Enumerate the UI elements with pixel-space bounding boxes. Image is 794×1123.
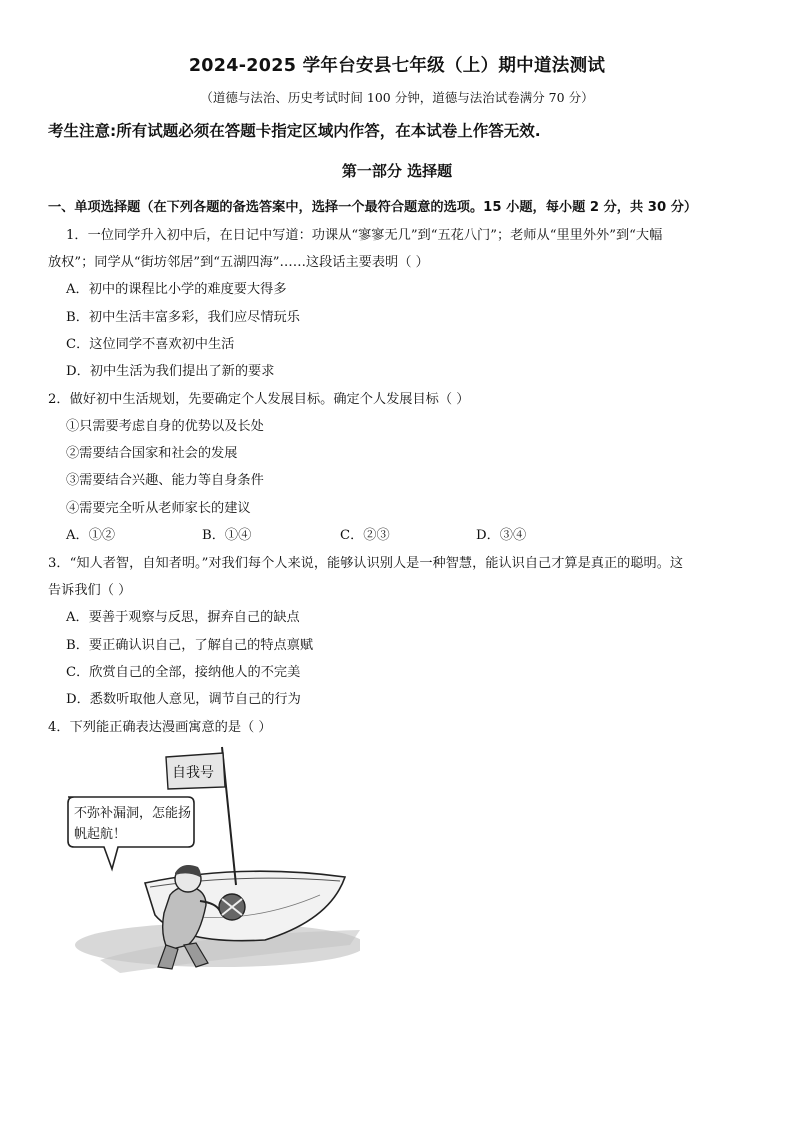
part-title: 第一部分 选择题 (341, 162, 453, 180)
comic-illustration (60, 745, 360, 985)
question-2-stem: 2．做好初中生活规划，先要确定个人发展目标。确定个人发展目标（ ） (48, 392, 470, 407)
question-1-option-a: A．初中的课程比小学的难度要大得多 (66, 282, 287, 297)
question-4-stem: 4．下列能正确表达漫画寓意的是（ ） (48, 720, 272, 735)
question-1-stem-line2: 放权”；同学从“街坊邻居”到“五湖四海”……这段话主要表明（ ） (48, 255, 429, 270)
question-3-stem-line1: 3．“知人者智，自知者明。”对我们每个人来说，能够认识别人是一种智慧，能认识自己才算是真正的聪明。这 (48, 556, 684, 571)
question-2-option-a: A．①② (66, 528, 116, 543)
question-2-option-c: C．②③ (340, 528, 390, 543)
speech-line-2: 帆起航！ (74, 827, 127, 842)
question-1-option-d: D．初中生活为我们提出了新的要求 (66, 364, 275, 379)
speech-line-1: 不弥补漏洞，怎能扬 (74, 806, 192, 821)
question-2-item-4: ④需要完全听从老师家长的建议 (66, 501, 251, 516)
question-2-item-2: ②需要结合国家和社会的发展 (66, 446, 238, 461)
flag-text: 自我号 (172, 765, 214, 781)
question-3-option-a: A．要善于观察与反思，摒弃自己的缺点 (66, 610, 300, 625)
question-3-option-b: B．要正确认识自己，了解自己的特点禀赋 (66, 638, 314, 653)
section-title: 一、单项选择题（在下列各题的备选答案中，选择一个最符合题意的选项。15 小题，每小题 2 分，共 30 分） (48, 200, 698, 215)
question-2-option-b: B．①④ (202, 528, 252, 543)
question-3-option-c: C．欣赏自己的全部，接纳他人的不完美 (66, 665, 301, 680)
exam-title: 2024-2025 学年台安县七年级（上）期中道法测试 (188, 56, 606, 76)
question-1-stem-line1: 1．一位同学升入初中后，在日记中写道：功课从“寥寥无几”到“五花八门”；老师从“里里外外”到“大幅 (66, 228, 663, 243)
question-2-item-3: ③需要结合兴趣、能力等自身条件 (66, 473, 264, 488)
question-3-option-d: D．悉数听取他人意见，调节自己的行为 (66, 692, 301, 707)
exam-subtitle: （道德与法治、历史考试时间 100 分钟，道德与法治试卷满分 70 分） (200, 90, 594, 105)
question-1-option-c: C．这位同学不喜欢初中生活 (66, 337, 235, 352)
exam-notice: 考生注意:所有试题必须在答题卡指定区域内作答，在本试卷上作答无效. (48, 122, 541, 140)
question-2-option-d: D．③④ (476, 528, 527, 543)
question-1-option-b: B．初中生活丰富多彩，我们应尽情玩乐 (66, 310, 300, 325)
question-2-item-1: ①只需要考虑自身的优势以及长处 (66, 419, 264, 434)
patch-icon (219, 894, 245, 920)
question-3-stem-line2: 告诉我们（ ） (48, 583, 132, 598)
